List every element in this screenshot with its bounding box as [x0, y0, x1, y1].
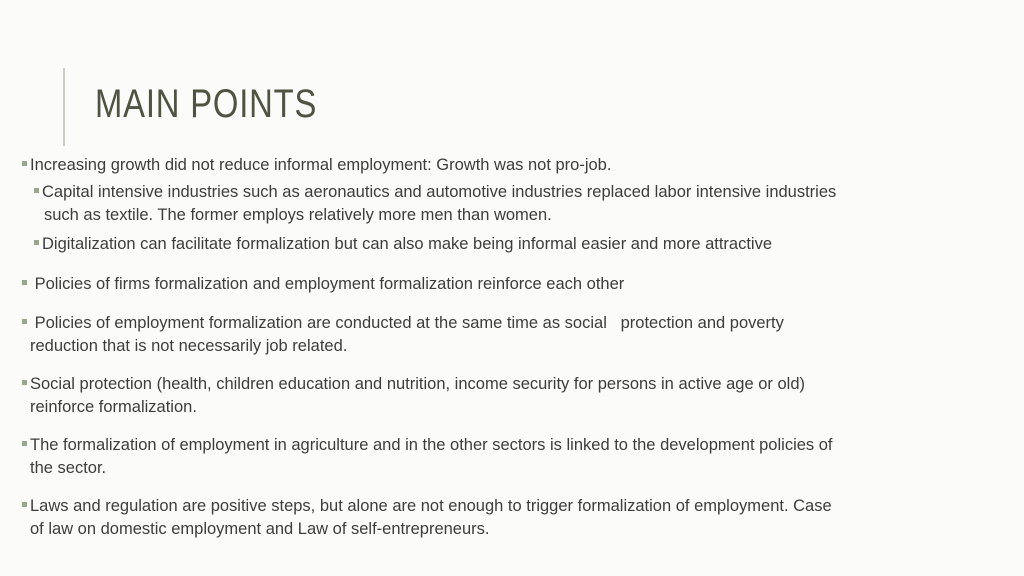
square-bullet-icon — [34, 240, 39, 245]
bullet-text: Digitalization can facilitate formalization but can also make being informal easier and more attractive — [42, 235, 773, 253]
square-bullet-icon — [22, 161, 27, 166]
square-bullet-icon — [22, 380, 27, 385]
bullet-text: Policies of employment formalization are conducted at the same time as social protection and poverty — [30, 314, 784, 332]
bullet-text-continuation: of law on domestic employment and Law of self-entrepreneurs. — [30, 520, 490, 538]
square-bullet-icon — [22, 280, 27, 285]
bullet-text-continuation: the sector. — [30, 459, 107, 477]
bullet-item — [22, 273, 624, 296]
square-bullet-icon — [34, 188, 39, 193]
square-bullet-icon — [22, 441, 27, 446]
bullet-text: Laws and regulation are positive steps, but alone are not enough to trigger formalization of employment. Case — [30, 497, 832, 515]
title-accent-bar — [63, 68, 65, 146]
bullet-item — [22, 312, 784, 358]
bullet-text-continuation: such as textile. The former employs relatively more men than women. — [44, 206, 552, 224]
sub-bullet-item — [34, 233, 772, 256]
slide-title: MAIN POINTS — [95, 82, 318, 126]
bullet-item — [22, 154, 611, 177]
bullet-text: Policies of firms formalization and employment formalization reinforce each other — [30, 275, 625, 293]
bullet-text-continuation: reduction that is not necessarily job related. — [30, 337, 348, 355]
bullet-text: The formalization of employment in agriculture and in the other sectors is linked to the development policies of — [30, 436, 833, 454]
bullet-item — [22, 373, 805, 419]
bullet-text-continuation: reinforce formalization. — [30, 398, 197, 416]
sub-bullet-item — [34, 181, 836, 227]
bullet-item — [22, 434, 833, 480]
bullet-item — [22, 495, 832, 541]
bullet-text: Social protection (health, children education and nutrition, income security for persons in active age or old) — [30, 375, 806, 393]
bullet-text: Capital intensive industries such as aeronautics and automotive industries replaced labor intensive industries — [42, 183, 837, 201]
square-bullet-icon — [22, 319, 27, 324]
bullet-text: Increasing growth did not reduce informal employment: Growth was not pro-job. — [30, 156, 612, 174]
square-bullet-icon — [22, 502, 27, 507]
